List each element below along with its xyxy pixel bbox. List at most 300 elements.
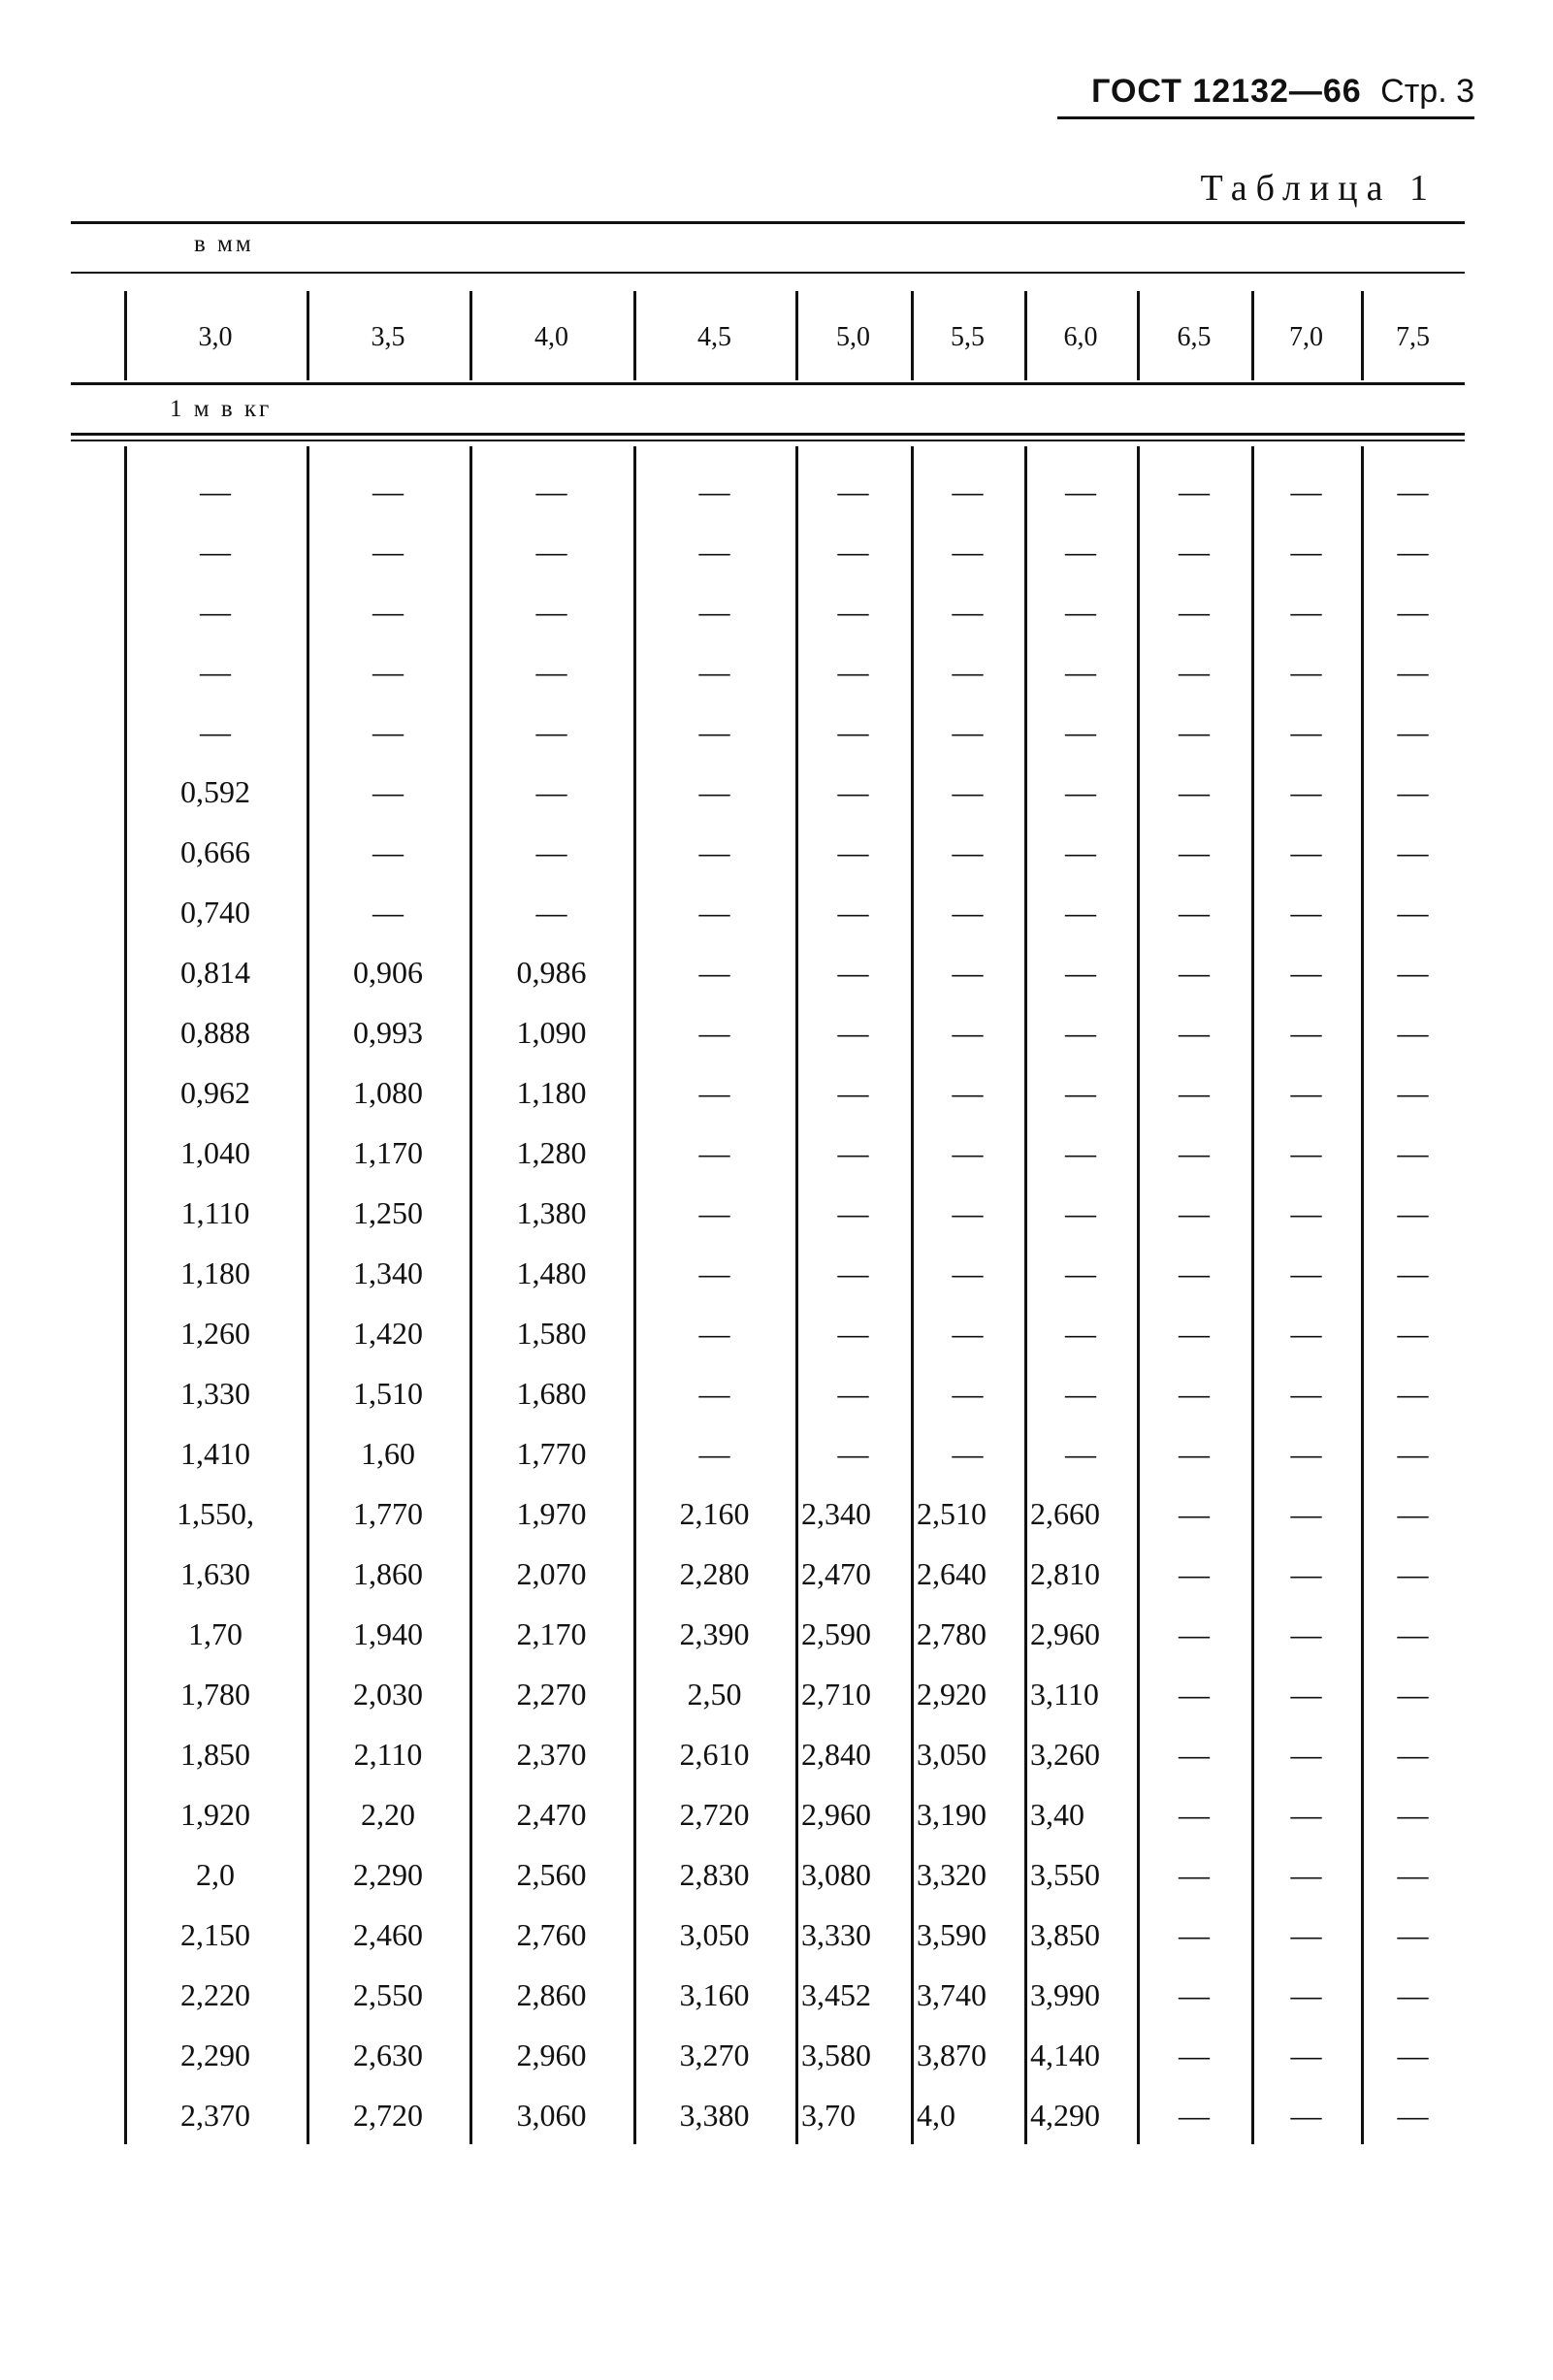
table-cell: — — [952, 534, 984, 569]
column-header: 6,5 — [1177, 322, 1212, 352]
table-cell: 2,160 — [679, 1496, 750, 1531]
table-cell: — — [952, 594, 984, 629]
table-cell: — — [837, 895, 869, 929]
table-cell: — — [1397, 1075, 1429, 1110]
table-cell: — — [952, 1316, 984, 1351]
table-cell: 3,050 — [679, 1917, 750, 1952]
table-cell: — — [837, 1075, 869, 1110]
table-cell: — — [1397, 1195, 1429, 1230]
table-cell: — — [1290, 2098, 1322, 2133]
table-cell: — — [1179, 1677, 1210, 1712]
table-cell: — — [1065, 473, 1096, 508]
table-cell: — — [698, 1436, 730, 1471]
column-header: 4,5 — [697, 322, 731, 352]
table-cell: 1,60 — [361, 1436, 415, 1471]
table-cell: 2,290 — [180, 2038, 250, 2072]
table-cell: 2,810 — [1030, 1556, 1100, 1591]
table-cell: — — [837, 1436, 869, 1471]
table-cell: — — [698, 1376, 730, 1411]
table-cell: — — [837, 1316, 869, 1351]
table-cell: 2,170 — [516, 1616, 587, 1651]
table-cell: — — [372, 895, 404, 929]
table-cell: — — [1290, 1556, 1322, 1591]
table-cell: — — [372, 473, 404, 508]
table-cell: 3,260 — [1030, 1737, 1100, 1772]
table-cell: — — [1290, 2038, 1322, 2072]
column-header: 3,5 — [371, 322, 405, 352]
table-cell: 2,960 — [1030, 1616, 1100, 1651]
table-cell: — — [1179, 1316, 1210, 1351]
table-cell: — — [1179, 2098, 1210, 2133]
table-cell: 0,906 — [353, 955, 423, 990]
table-cell: — — [1290, 534, 1322, 569]
table-cell: — — [1290, 1255, 1322, 1290]
table-cell: 2,270 — [516, 1677, 587, 1712]
table-cell: 2,960 — [516, 2038, 587, 2072]
table-cell: 2,150 — [180, 1917, 250, 1952]
table-cell: — — [1179, 1556, 1210, 1591]
table-cell: 1,70 — [188, 1616, 243, 1651]
table-cell: — — [1179, 834, 1210, 869]
table-cell: 1,340 — [353, 1255, 423, 1290]
table-cell: 2,390 — [679, 1616, 750, 1651]
table-cell: — — [1397, 1737, 1429, 1772]
table-cell: 4,140 — [1030, 2038, 1100, 2072]
table-cell: — — [1397, 895, 1429, 929]
table-cell: — — [1065, 714, 1096, 749]
table-cell: 1,040 — [180, 1135, 250, 1170]
table-cell: 3,870 — [917, 2038, 987, 2072]
table-cell: — — [535, 774, 567, 809]
table-cell: — — [952, 714, 984, 749]
table-cell: — — [1397, 714, 1429, 749]
table-cell: — — [1290, 1677, 1322, 1712]
table-cell: 1,180 — [180, 1255, 250, 1290]
table-top-rule — [71, 221, 1465, 224]
table-cell: — — [1065, 1075, 1096, 1110]
table-cell: 2,630 — [353, 2038, 423, 2072]
table-cell: 2,550 — [353, 1977, 423, 2012]
table-cell: — — [200, 714, 231, 749]
table-cell: 0,666 — [180, 834, 250, 869]
table-cell: — — [535, 714, 567, 749]
table-cell: 3,590 — [917, 1917, 987, 1952]
table-cell: 1,180 — [516, 1075, 587, 1110]
column-header: 5,0 — [836, 322, 870, 352]
table-cell: 3,050 — [917, 1737, 987, 1772]
table-cell: 2,720 — [679, 1797, 750, 1832]
table-cell: — — [1290, 1436, 1322, 1471]
table-cell: — — [1290, 654, 1322, 689]
table-cell: 2,780 — [917, 1616, 987, 1651]
table-cell: — — [1179, 1075, 1210, 1110]
table-cell: — — [1179, 1135, 1210, 1170]
table-cell: — — [1397, 1316, 1429, 1351]
table-cell: — — [1179, 594, 1210, 629]
table-cell: — — [698, 534, 730, 569]
header-rule — [71, 272, 1465, 274]
table-cell: — — [1397, 1255, 1429, 1290]
table-cell: — — [698, 834, 730, 869]
table-cell: — — [535, 895, 567, 929]
table-cell: — — [1065, 1436, 1096, 1471]
table-cell: — — [952, 1195, 984, 1230]
table-cell: 3,330 — [801, 1917, 871, 1952]
table-cell: — — [1065, 534, 1096, 569]
table-cell: 1,250 — [353, 1195, 423, 1230]
table-cell: — — [372, 654, 404, 689]
table-cell: 1,330 — [180, 1376, 250, 1411]
table-cell: 2,640 — [917, 1556, 987, 1591]
table-cell: — — [1397, 594, 1429, 629]
table-cell: — — [1397, 1857, 1429, 1892]
table-cell: 1,380 — [516, 1195, 587, 1230]
table-cell: — — [535, 654, 567, 689]
table-cell: — — [1290, 1737, 1322, 1772]
table-cell: — — [1179, 895, 1210, 929]
body-top-rule-2 — [71, 440, 1465, 441]
table-cell: 3,060 — [516, 2098, 587, 2133]
table-cell: — — [952, 1135, 984, 1170]
table-cell: 2,290 — [353, 1857, 423, 1892]
table-cell: 1,850 — [180, 1737, 250, 1772]
table-cell: 2,110 — [353, 1737, 423, 1772]
table-cell: 2,560 — [516, 1857, 587, 1892]
table-cell: — — [1290, 1316, 1322, 1351]
column-header: 5,5 — [951, 322, 985, 352]
table-cell: 2,590 — [801, 1616, 871, 1651]
table-cell: — — [1179, 2038, 1210, 2072]
table-cell: — — [952, 1436, 984, 1471]
column-header: 7,0 — [1289, 322, 1323, 352]
table-cell: 2,070 — [516, 1556, 587, 1591]
table-cell: — — [1397, 2098, 1429, 2133]
table-cell: — — [837, 473, 869, 508]
table-cell: 2,710 — [801, 1677, 871, 1712]
table-cell: — — [837, 1015, 869, 1050]
body-top-rule-1 — [71, 433, 1465, 436]
table-cell: 3,270 — [679, 2038, 750, 2072]
table-cell: 3,190 — [917, 1797, 987, 1832]
table-cell: — — [1179, 1737, 1210, 1772]
table-cell: 2,470 — [801, 1556, 871, 1591]
table-cell: — — [372, 534, 404, 569]
table-cell: — — [1290, 1917, 1322, 1952]
table-cell: — — [952, 955, 984, 990]
table-cell: — — [535, 534, 567, 569]
table-cell: 2,340 — [801, 1496, 871, 1531]
table-cell: 0,592 — [180, 774, 250, 809]
table-cell: 3,080 — [801, 1857, 871, 1892]
table-cell: — — [1179, 1616, 1210, 1651]
table-cell: — — [1397, 1436, 1429, 1471]
table-cell: 4,0 — [917, 2098, 955, 2133]
table-cell: — — [698, 774, 730, 809]
table-cell: — — [1290, 1195, 1322, 1230]
table-cell: — — [1290, 774, 1322, 809]
table-cell: 2,370 — [180, 2098, 250, 2133]
table-cell: — — [372, 714, 404, 749]
table-cell: 1,970 — [516, 1496, 587, 1531]
table-cell: — — [372, 834, 404, 869]
column-header: 6,0 — [1063, 322, 1098, 352]
table-cell: 1,110 — [180, 1195, 250, 1230]
table-cell: — — [698, 654, 730, 689]
table-cell: 1,550, — [177, 1496, 254, 1531]
table-cell: 4,290 — [1030, 2098, 1100, 2133]
table-cell: 0,814 — [180, 955, 250, 990]
table-cell: 3,990 — [1030, 1977, 1100, 2012]
table-cell: 2,510 — [917, 1496, 987, 1531]
table-cell: 3,320 — [917, 1857, 987, 1892]
table-cell: 1,480 — [516, 1255, 587, 1290]
table-cell: — — [1397, 955, 1429, 990]
table-cell: — — [837, 834, 869, 869]
table-cell: — — [372, 774, 404, 809]
table-cell: — — [1179, 534, 1210, 569]
table-cell: 2,0 — [196, 1857, 235, 1892]
table-cell: — — [1065, 1255, 1096, 1290]
table-cell: — — [1179, 473, 1210, 508]
table-cell: — — [1179, 1255, 1210, 1290]
table-cell: 2,20 — [361, 1797, 415, 1832]
table-cell: 1,920 — [180, 1797, 250, 1832]
table-cell: — — [535, 473, 567, 508]
table-cell: — — [1290, 473, 1322, 508]
table-cell: — — [952, 473, 984, 508]
table-cell: 1,170 — [353, 1135, 423, 1170]
page-header — [1057, 68, 1474, 119]
table-cell: 2,470 — [516, 1797, 587, 1832]
column-header: 7,5 — [1396, 322, 1430, 352]
table-cell: 2,610 — [679, 1737, 750, 1772]
table-cell: — — [952, 774, 984, 809]
table-cell: 0,993 — [353, 1015, 423, 1050]
table-cell: — — [1179, 1436, 1210, 1471]
table-cell: — — [952, 1075, 984, 1110]
table-cell: 1,260 — [180, 1316, 250, 1351]
table-cell: 0,962 — [180, 1075, 250, 1110]
table-cell: — — [1397, 654, 1429, 689]
table-cell: — — [1290, 895, 1322, 929]
table-cell: 2,370 — [516, 1737, 587, 1772]
table-cell: 3,550 — [1030, 1857, 1100, 1892]
table-cell: 1,860 — [353, 1556, 423, 1591]
table-cell: — — [1397, 1797, 1429, 1832]
table-cell: — — [1179, 1195, 1210, 1230]
table-cell: — — [698, 955, 730, 990]
table-cell: — — [1290, 714, 1322, 749]
table-cell: 1,680 — [516, 1376, 587, 1411]
table-cell: 0,888 — [180, 1015, 250, 1050]
table-cell: — — [1065, 834, 1096, 869]
table-cell: — — [698, 594, 730, 629]
table-cell: — — [952, 654, 984, 689]
table-cell: — — [1179, 1496, 1210, 1531]
table-cell: — — [1397, 1917, 1429, 1952]
table-cell: — — [1397, 1376, 1429, 1411]
table-cell: 3,70 — [801, 2098, 856, 2133]
table-cell: — — [1065, 895, 1096, 929]
table-caption: Таблица 1 — [1200, 168, 1437, 209]
table-cell: — — [837, 1255, 869, 1290]
table-cell: — — [200, 594, 231, 629]
column-header: 3,0 — [198, 322, 233, 352]
table-cell: — — [1179, 955, 1210, 990]
table-cell: 2,830 — [679, 1857, 750, 1892]
table-cell: 1,770 — [516, 1436, 587, 1471]
table-cell: — — [952, 1015, 984, 1050]
table-cell: — — [698, 1316, 730, 1351]
table-cell: — — [1290, 1135, 1322, 1170]
table-cell: — — [1179, 1857, 1210, 1892]
table-cell: 1,080 — [353, 1075, 423, 1110]
table-cell: 2,760 — [516, 1917, 587, 1952]
table-cell: 2,840 — [801, 1737, 871, 1772]
table-cell: 0,986 — [516, 955, 587, 990]
table-cell: — — [837, 654, 869, 689]
table-cell: — — [698, 1135, 730, 1170]
table-cell: 2,030 — [353, 1677, 423, 1712]
table-cell: — — [698, 1195, 730, 1230]
table-cell: — — [200, 534, 231, 569]
table-cell: — — [1179, 714, 1210, 749]
table-cell: — — [837, 1195, 869, 1230]
table-cell: — — [1397, 1135, 1429, 1170]
table-cell: — — [698, 1075, 730, 1110]
table-cell: — — [1290, 1075, 1322, 1110]
table-cell: 3,380 — [679, 2098, 750, 2133]
table-cell: — — [1065, 1135, 1096, 1170]
table-cell: — — [1290, 1797, 1322, 1832]
table-cell: — — [1179, 1797, 1210, 1832]
table-cell: — — [1397, 1556, 1429, 1591]
table-cell: — — [952, 1376, 984, 1411]
table-cell: — — [1397, 534, 1429, 569]
table-cell: 2,920 — [917, 1677, 987, 1712]
table-cell: — — [1179, 774, 1210, 809]
table-cell: — — [837, 534, 869, 569]
table-cell: 2,860 — [516, 1977, 587, 2012]
table-cell: — — [535, 834, 567, 869]
table-cell: — — [1397, 473, 1429, 508]
table-cell: — — [1397, 1977, 1429, 2012]
table-cell: 1,410 — [180, 1436, 250, 1471]
table-cell: 1,580 — [516, 1316, 587, 1351]
table-cell: — — [1397, 1616, 1429, 1651]
table-cell: — — [1290, 1376, 1322, 1411]
table-cell: 0,740 — [180, 895, 250, 929]
table-cell: — — [1065, 1316, 1096, 1351]
table-cell: 3,740 — [917, 1977, 987, 2012]
table-cell: — — [535, 594, 567, 629]
table-cell: — — [837, 955, 869, 990]
table-cell: — — [1179, 1376, 1210, 1411]
table-cell: — — [1065, 1195, 1096, 1230]
table-cell: — — [1397, 1496, 1429, 1531]
column-header: 4,0 — [534, 322, 568, 352]
table-cell: — — [1065, 1376, 1096, 1411]
columns-bottom-rule — [71, 382, 1465, 385]
table-cell: — — [1065, 654, 1096, 689]
table-cell: — — [1065, 1015, 1096, 1050]
table-cell: — — [1397, 1015, 1429, 1050]
table-cell: 2,660 — [1030, 1496, 1100, 1531]
table-cell: — — [1397, 834, 1429, 869]
table-cell: — — [952, 1255, 984, 1290]
table-cell: — — [1065, 955, 1096, 990]
table-cell: 2,280 — [679, 1556, 750, 1591]
table-cell: — — [698, 714, 730, 749]
table-cell: — — [837, 774, 869, 809]
table-cell: — — [1179, 1015, 1210, 1050]
table-cell: — — [1397, 2038, 1429, 2072]
table-cell: 2,720 — [353, 2098, 423, 2133]
table-cell: 2,50 — [687, 1677, 742, 1712]
table-cell: — — [952, 895, 984, 929]
unit-mm-label: в мм — [194, 231, 254, 257]
table-cell: — — [200, 654, 231, 689]
table-cell: 3,580 — [801, 2038, 871, 2072]
table-cell: 1,780 — [180, 1677, 250, 1712]
table-cell: 1,280 — [516, 1135, 587, 1170]
table-cell: — — [372, 594, 404, 629]
table-cell: 1,630 — [180, 1556, 250, 1591]
table-cell: — — [1179, 1917, 1210, 1952]
table-cell: 2,960 — [801, 1797, 871, 1832]
table-cell: — — [1290, 1015, 1322, 1050]
table-cell: — — [1397, 1677, 1429, 1712]
table-cell: 2,460 — [353, 1917, 423, 1952]
table-cell: — — [837, 1376, 869, 1411]
table-cell: — — [1290, 955, 1322, 990]
table-cell: 3,160 — [679, 1977, 750, 2012]
table-cell: — — [1290, 1616, 1322, 1651]
table-cell: — — [698, 895, 730, 929]
table-cell: — — [1290, 834, 1322, 869]
table-cell: — — [698, 1015, 730, 1050]
page-number: Стр. 3 — [1380, 73, 1474, 110]
table-cell: — — [1179, 1977, 1210, 2012]
table-cell: — — [1179, 654, 1210, 689]
table-cell: 3,110 — [1030, 1677, 1099, 1712]
table-cell: 1,940 — [353, 1616, 423, 1651]
table-cell: — — [200, 473, 231, 508]
table-cell: — — [837, 594, 869, 629]
standard-number: ГОСТ 12132—66 — [1091, 73, 1362, 110]
table-cell: — — [1397, 774, 1429, 809]
table-cell: — — [1290, 594, 1322, 629]
table-cell: — — [1065, 594, 1096, 629]
table-cell: — — [1065, 774, 1096, 809]
table-cell: — — [1290, 1977, 1322, 2012]
table-cell: 1,090 — [516, 1015, 587, 1050]
table-cell: — — [1290, 1857, 1322, 1892]
table-cell: — — [698, 1255, 730, 1290]
table-cell: 3,850 — [1030, 1917, 1100, 1952]
table-cell: 1,510 — [353, 1376, 423, 1411]
table-cell: 1,420 — [353, 1316, 423, 1351]
table-cell: — — [698, 473, 730, 508]
table-cell: — — [952, 834, 984, 869]
table-cell: 2,220 — [180, 1977, 250, 2012]
table-cell: 3,40 — [1030, 1797, 1084, 1832]
table-cell: 3,452 — [801, 1977, 871, 2012]
table-cell: — — [837, 1135, 869, 1170]
table-cell: — — [1290, 1496, 1322, 1531]
unit-mass-label: 1 м в кг — [170, 396, 273, 422]
table-cell: 1,770 — [353, 1496, 423, 1531]
